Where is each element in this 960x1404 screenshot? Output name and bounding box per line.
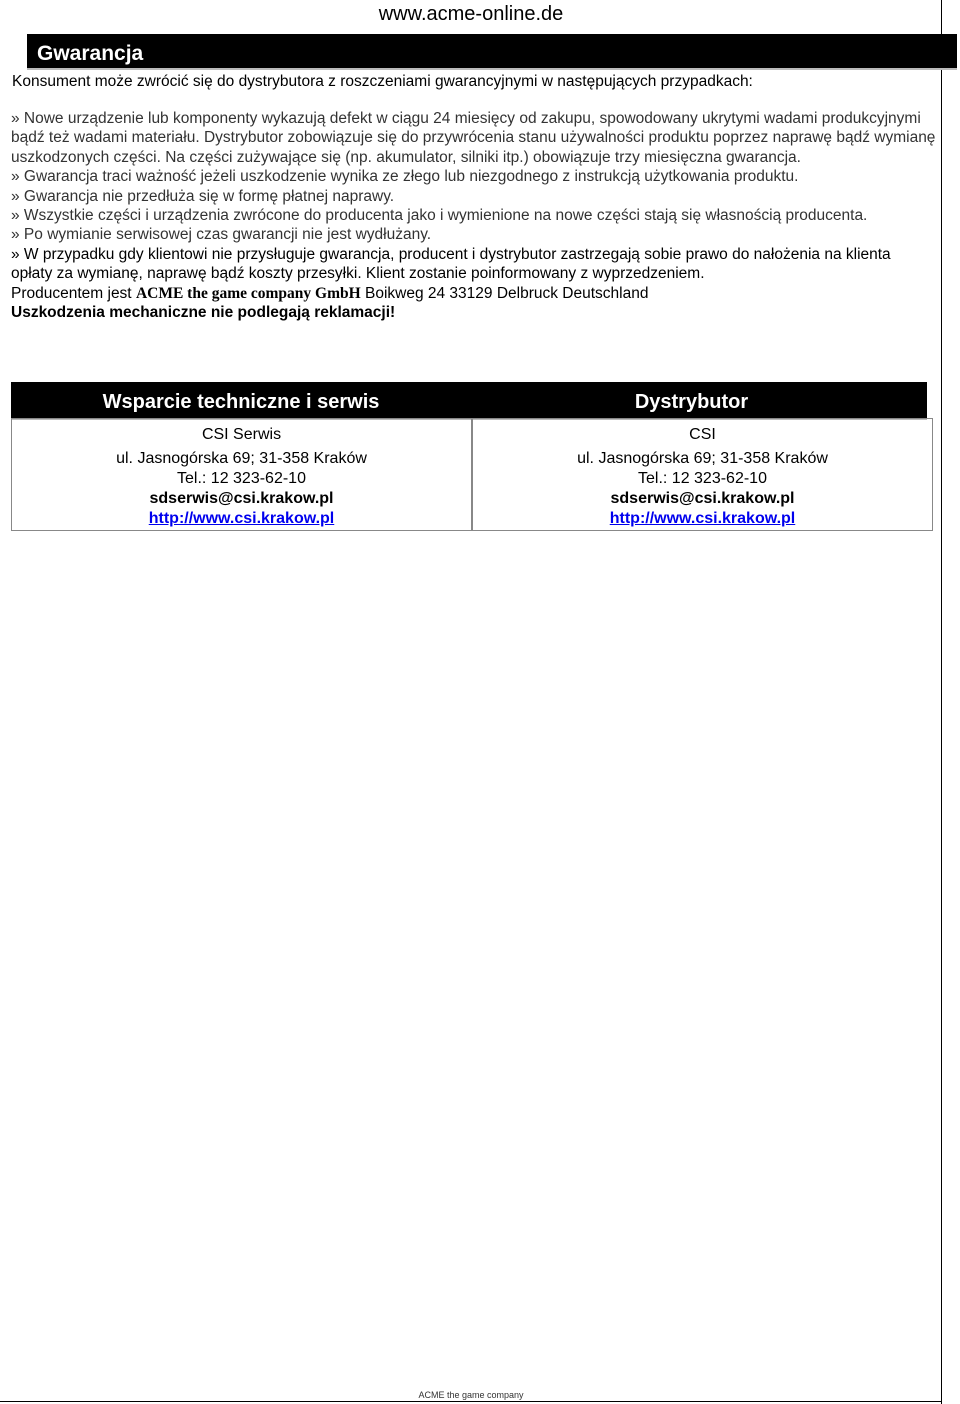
term-ownership: » Wszystkie części i urządzenia zwrócone do producenta jako i wymienione na nowe części stają się własnością producenta. [11, 207, 868, 225]
section-title: Gwarancja [37, 42, 144, 65]
support-contact-card [11, 418, 472, 531]
intro-text: Konsument może zwrócić się do dystrybutora z roszczeniami gwarancyjnymi w następujących przypadkach: [12, 73, 753, 90]
support-website-link[interactable]: http://www.csi.krakow.pl [148, 510, 335, 527]
term-defect: » Nowe urządzenie lub komponenty wykazują defekt w ciągu 24 miesięcy od zakupu, spowodowany ukrytymi wadami produkcyjnymi bądź też wadami materiału. Dystrybutor zobowiązuje się do przywrócenia stanu używalności produktu poprzez naprawę bądź wymianę uszkodzonych części. Na części zużywające się (np. akumulator, silniki itp.) obowiązuje trzy miesięczna gwarancja. [11, 110, 936, 166]
mechanical-damage-note: Uszkodzenia mechaniczne nie podlegają reklamacji! [11, 304, 396, 322]
distributor-heading: Dystrybutor [456, 382, 927, 418]
term-replacement: » Po wymianie serwisowej czas gwarancji nie jest wydłużany. [11, 226, 432, 244]
footer-company: ACME the game company [418, 1390, 524, 1400]
producer-address: Boikweg 24 33129 Delbruck Deutschland [360, 284, 649, 302]
support-address: ul. Jasnogórska 69; 31-358 Kraków [116, 450, 367, 467]
distributor-phone: Tel.: 12 323-62-10 [638, 470, 767, 487]
distributor-website-link[interactable]: http://www.csi.krakow.pl [609, 510, 796, 527]
support-name: CSI Serwis [201, 426, 282, 443]
distributor-name: CSI [689, 426, 716, 443]
producer-prefix: Producentem jest [11, 284, 136, 302]
page-frame-right [941, 0, 942, 1404]
warranty-terms [11, 109, 936, 322]
support-heading: Wsparcie techniczne i serwis [11, 382, 471, 418]
distributor-contact-card [472, 418, 933, 531]
producer-line [11, 284, 936, 303]
distributor-address: ul. Jasnogórska 69; 31-358 Kraków [577, 450, 828, 467]
title-divider [27, 68, 957, 70]
support-phone: Tel.: 12 323-62-10 [177, 470, 306, 487]
distributor-email: sdserwis@csi.krakow.pl [610, 490, 795, 507]
site-url: www.acme-online.de [378, 3, 564, 25]
term-fees: » W przypadku gdy klientowi nie przysługuje gwarancja, producent i dystrybutor zastrzegają sobie prawo do nałożenia na klienta opłaty za wymianę, naprawę bądź koszty przesyłki. Klient zostanie poinformowany z wyprzedzeniem. [11, 245, 891, 283]
section-title-bar [27, 34, 957, 68]
producer-company: ACME the game company GmbH [135, 284, 361, 302]
term-no-extension: » Gwarancja nie przedłuża się w formę płatnej naprawy. [11, 187, 395, 205]
page-frame-bottom [0, 1401, 942, 1402]
support-email: sdserwis@csi.krakow.pl [149, 490, 334, 507]
term-void: » Gwarancja traci ważność jeżeli uszkodzenie wynika ze złego lub niezgodnego z instrukcją użytkowania produktu. [11, 168, 799, 186]
